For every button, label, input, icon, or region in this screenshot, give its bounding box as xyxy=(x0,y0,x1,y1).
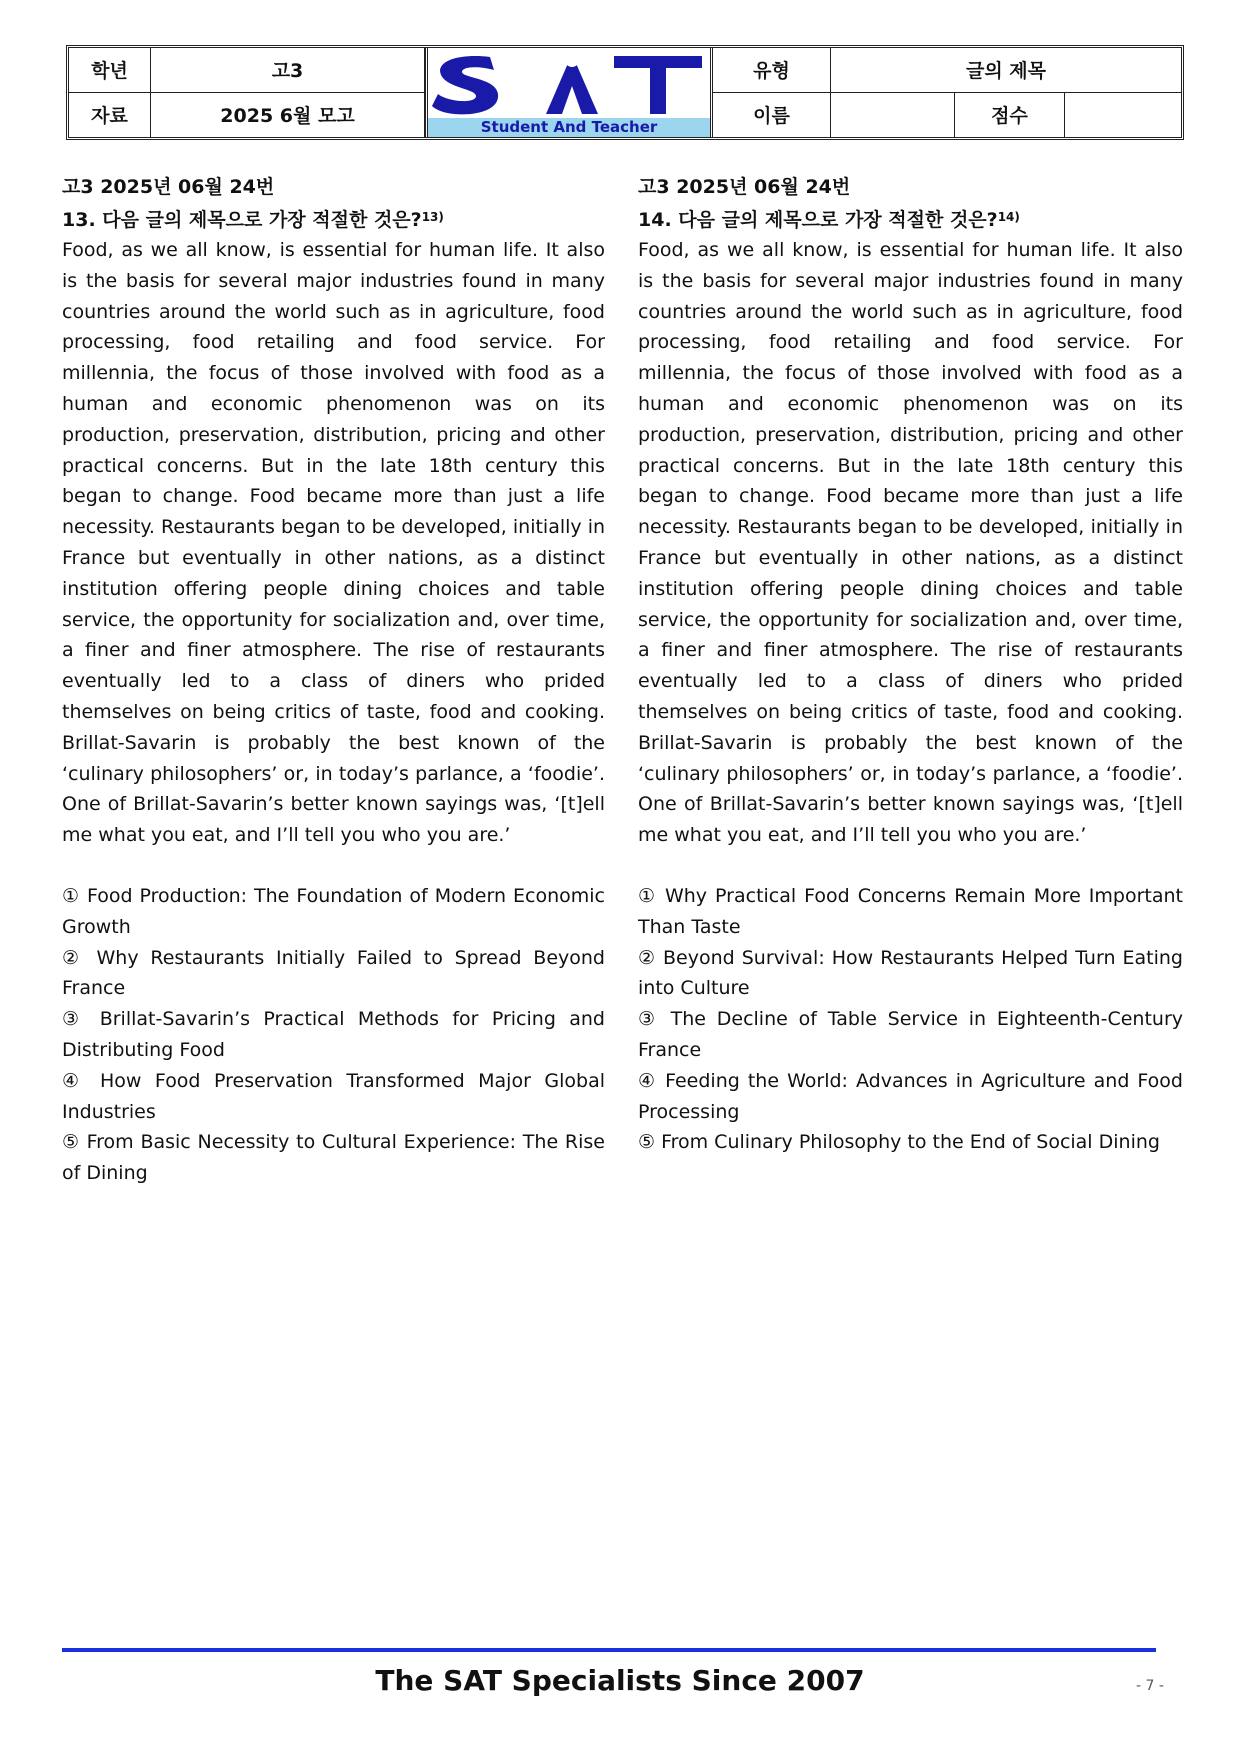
score-label: 점수 xyxy=(955,93,1065,138)
score-field[interactable] xyxy=(1065,93,1181,138)
answer-choices xyxy=(62,881,605,1189)
logo-subtitle: Student And Teacher xyxy=(480,118,658,136)
choice-5[interactable]: ⑤ From Culinary Philosophy to the End of Social Dining xyxy=(638,1131,1160,1154)
grade-value: 고3 xyxy=(151,48,425,93)
choice-5[interactable]: ⑤ From Basic Necessity to Cultural Experience: The Rise of Dining xyxy=(62,1131,605,1185)
sat-logo-graphic xyxy=(428,48,710,137)
type-value: 글의 제목 xyxy=(831,48,1181,93)
choice-3[interactable]: ③ Brillat-Savarin’s Practical Methods for Pricing and Distributing Food xyxy=(62,1008,605,1061)
material-value: 2025 6월 모고 xyxy=(151,93,425,138)
footer-slogan: The SAT Specialists Since 2007 xyxy=(375,1664,865,1697)
choice-2[interactable]: ② Why Restaurants Initially Failed to Spread Beyond France xyxy=(62,946,605,1000)
question-title: 14. 다음 글의 제목으로 가장 적절한 것은?$^{14)}$ xyxy=(638,209,1020,231)
footnote-mark: 13) xyxy=(421,210,444,224)
passage: Food, as we all know, is essential for human life. It also is the basis for several major industries found in many countries around the world such as in agriculture, food processing, food retailing and food service. For millennia, the focus of those involved with food as a human and economic phenomenon was on its production, preservation, distribution, pricing and other practical concerns. But in the late 18th century this began to change. Food became more than just a life necessity. Restaurants began to be developed, initially in France but eventually in other nations, as a distinct institution offering people dining choices and table service, the opportunity for socialization and, over time, a finer and finer atmosphere. The rise of restaurants eventually led to a class of diners who prided themselves on being critics of taste, food and cooking. Brillat-Savarin is probably the best known of the ‘culinary philosophers’ or, in today’s parlance, a ‘foodie’. One of Brillat-Savarin’s better known sayings was, ‘[t]ell me what you eat, and I’ll tell you who you are.’ xyxy=(638,239,1183,847)
grade-label: 학년 xyxy=(69,48,151,93)
question-title: 13. 다음 글의 제목으로 가장 적절한 것은?$^{13)}$ xyxy=(62,209,444,231)
question-14 xyxy=(638,172,1183,1158)
choice-3[interactable]: ③ The Decline of Table Service in Eighteenth-Century France xyxy=(638,1008,1183,1061)
choice-4[interactable]: ④ How Food Preservation Transformed Major Global Industries xyxy=(62,1069,605,1123)
choice-1[interactable]: ① Why Practical Food Concerns Remain More Important Than Taste xyxy=(638,884,1183,938)
question-13 xyxy=(62,172,605,1189)
footnote-mark: 14) xyxy=(997,210,1020,224)
material-label: 자료 xyxy=(69,93,151,138)
question-source: 고3 2025년 06월 24번 xyxy=(638,176,851,198)
page-number: - 7 - xyxy=(1136,1678,1164,1694)
worksheet-header xyxy=(66,45,1184,140)
type-label: 유형 xyxy=(713,48,831,93)
footer-rule xyxy=(62,1648,1156,1652)
choice-1[interactable]: ① Food Production: The Foundation of Modern Economic Growth xyxy=(62,884,605,938)
name-field[interactable] xyxy=(831,93,955,138)
sat-logo xyxy=(425,48,713,137)
answer-choices xyxy=(638,881,1183,1158)
question-source: 고3 2025년 06월 24번 xyxy=(62,176,275,198)
name-label: 이름 xyxy=(713,93,831,138)
passage: Food, as we all know, is essential for human life. It also is the basis for several major industries found in many countries around the world such as in agriculture, food processing, food retailing and food service. For millennia, the focus of those involved with food as a human and economic phenomenon was on its production, preservation, distribution, pricing and other practical concerns. But in the late 18th century this began to change. Food became more than just a life necessity. Restaurants began to be developed, initially in France but eventually in other nations, as a distinct institution offering people dining choices and table service, the opportunity for socialization and, over time, a finer and finer atmosphere. The rise of restaurants eventually led to a class of diners who prided themselves on being critics of taste, food and cooking. Brillat-Savarin is probably the best known of the ‘culinary philosophers’ or, in today’s parlance, a ‘foodie’. One of Brillat-Savarin’s better known sayings was, ‘[t]ell me what you eat, and I’ll tell you who you are.’ xyxy=(62,239,606,847)
choice-4[interactable]: ④ Feeding the World: Advances in Agriculture and Food Processing xyxy=(638,1069,1183,1123)
choice-2[interactable]: ② Beyond Survival: How Restaurants Helped Turn Eating into Culture xyxy=(638,946,1183,1000)
